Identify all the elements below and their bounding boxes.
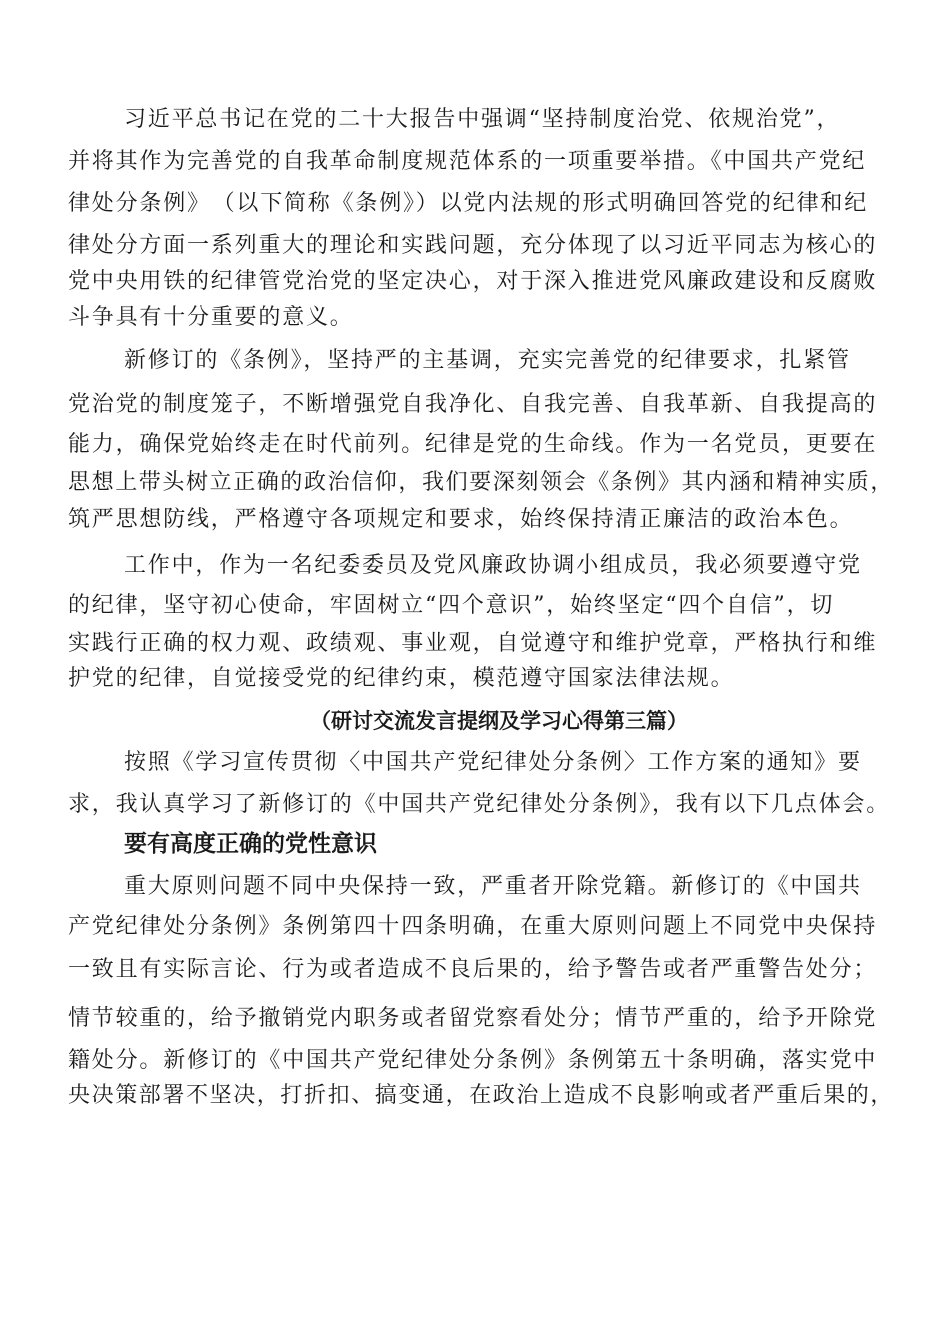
section-subtitle: （研讨交流发言提纲及学习心得第三篇） <box>310 709 688 733</box>
paragraph-4-line-2: 求，我认真学习了新修订的《中国共产党纪律处分条例》，我有以下几点体会。 <box>68 792 891 817</box>
paragraph-1-line-4: 律处分方面一系列重大的理论和实践问题，充分体现了以习近平同志为核心的 <box>68 233 878 258</box>
paragraph-1-line-1: 习近平总书记在党的二十大报告中强调“坚持制度治党、依规治党”， <box>124 107 841 132</box>
paragraph-2-line-4: 思想上带头树立正确的政治信仰，我们要深刻领会《条例》其内涵和精神实质， <box>68 470 895 495</box>
paragraph-3-line-4: 护党的纪律，自觉接受党的纪律约束，模范遵守国家法律法规。 <box>68 666 735 691</box>
paragraph-5-line-4: 情节较重的，给予撤销党内职务或者留党察看处分；情节严重的，给予开除党 <box>68 1006 878 1031</box>
paragraph-5-line-2: 产党纪律处分条例》条例第四十四条明确，在重大原则问题上不同党中央保持 <box>68 914 878 939</box>
paragraph-2-line-2: 党治党的制度笼子，不断增强党自我净化、自我完善、自我革新、自我提高的 <box>68 392 878 417</box>
paragraph-5-line-5: 籍处分。新修订的《中国共产党纪律处分条例》条例第五十条明确，落实党中 <box>68 1048 878 1073</box>
section-heading: 要有高度正确的党性意识 <box>124 831 377 857</box>
paragraph-5-line-1: 重大原则问题不同中央保持一致，严重者开除党籍。新修订的《中国共 <box>124 874 862 899</box>
paragraph-5-line-6: 央决策部署不坚决，打折扣、搞变通，在政治上造成不良影响或者严重后果的， <box>68 1083 895 1108</box>
paragraph-2-line-5: 筑严思想防线，严格遵守各项规定和要求，始终保持清正廉洁的政治本色。 <box>68 507 854 532</box>
paragraph-1-line-2: 并将其作为完善党的自我革命制度规范体系的一项重要举措。《中国共产党纪 <box>68 149 867 174</box>
paragraph-3-line-3: 实践行正确的权力观、政绩观、事业观，自觉遵守和维护党章，严格执行和维 <box>68 631 878 656</box>
paragraph-1-line-3: 律处分条例》 （以下简称《条例》）以党内法规的形式明确回答党的纪律和纪 <box>68 191 869 216</box>
paragraph-4-line-1: 按照《学习宣传贯彻〈中国共产党纪律处分条例〉工作方案的通知》要 <box>124 750 862 775</box>
paragraph-1-line-6: 斗争具有十分重要的意义。 <box>68 305 354 330</box>
paragraph-5-line-3: 一致且有实际言论、行为或者造成不良后果的，给予警告或者严重警告处分； <box>68 957 878 982</box>
paragraph-3-line-1: 工作中，作为一名纪委委员及党风廉政协调小组成员，我必须要遵守党 <box>124 553 862 578</box>
paragraph-2-line-3: 能力，确保党始终走在时代前列。纪律是党的生命线。作为一名党员，更要在 <box>68 432 878 457</box>
paragraph-3-line-2: 的纪律，坚守初心使命，牢固树立“四个意识”，始终坚定“四个自信”，切 <box>68 593 835 618</box>
paragraph-1-line-5: 党中央用铁的纪律管党治党的坚定决心，对于深入推进党风廉政建设和反腐败 <box>68 269 878 294</box>
paragraph-2-line-1: 新修订的《条例》，坚持严的主基调，充实完善党的纪律要求，扎紧管 <box>124 348 851 373</box>
